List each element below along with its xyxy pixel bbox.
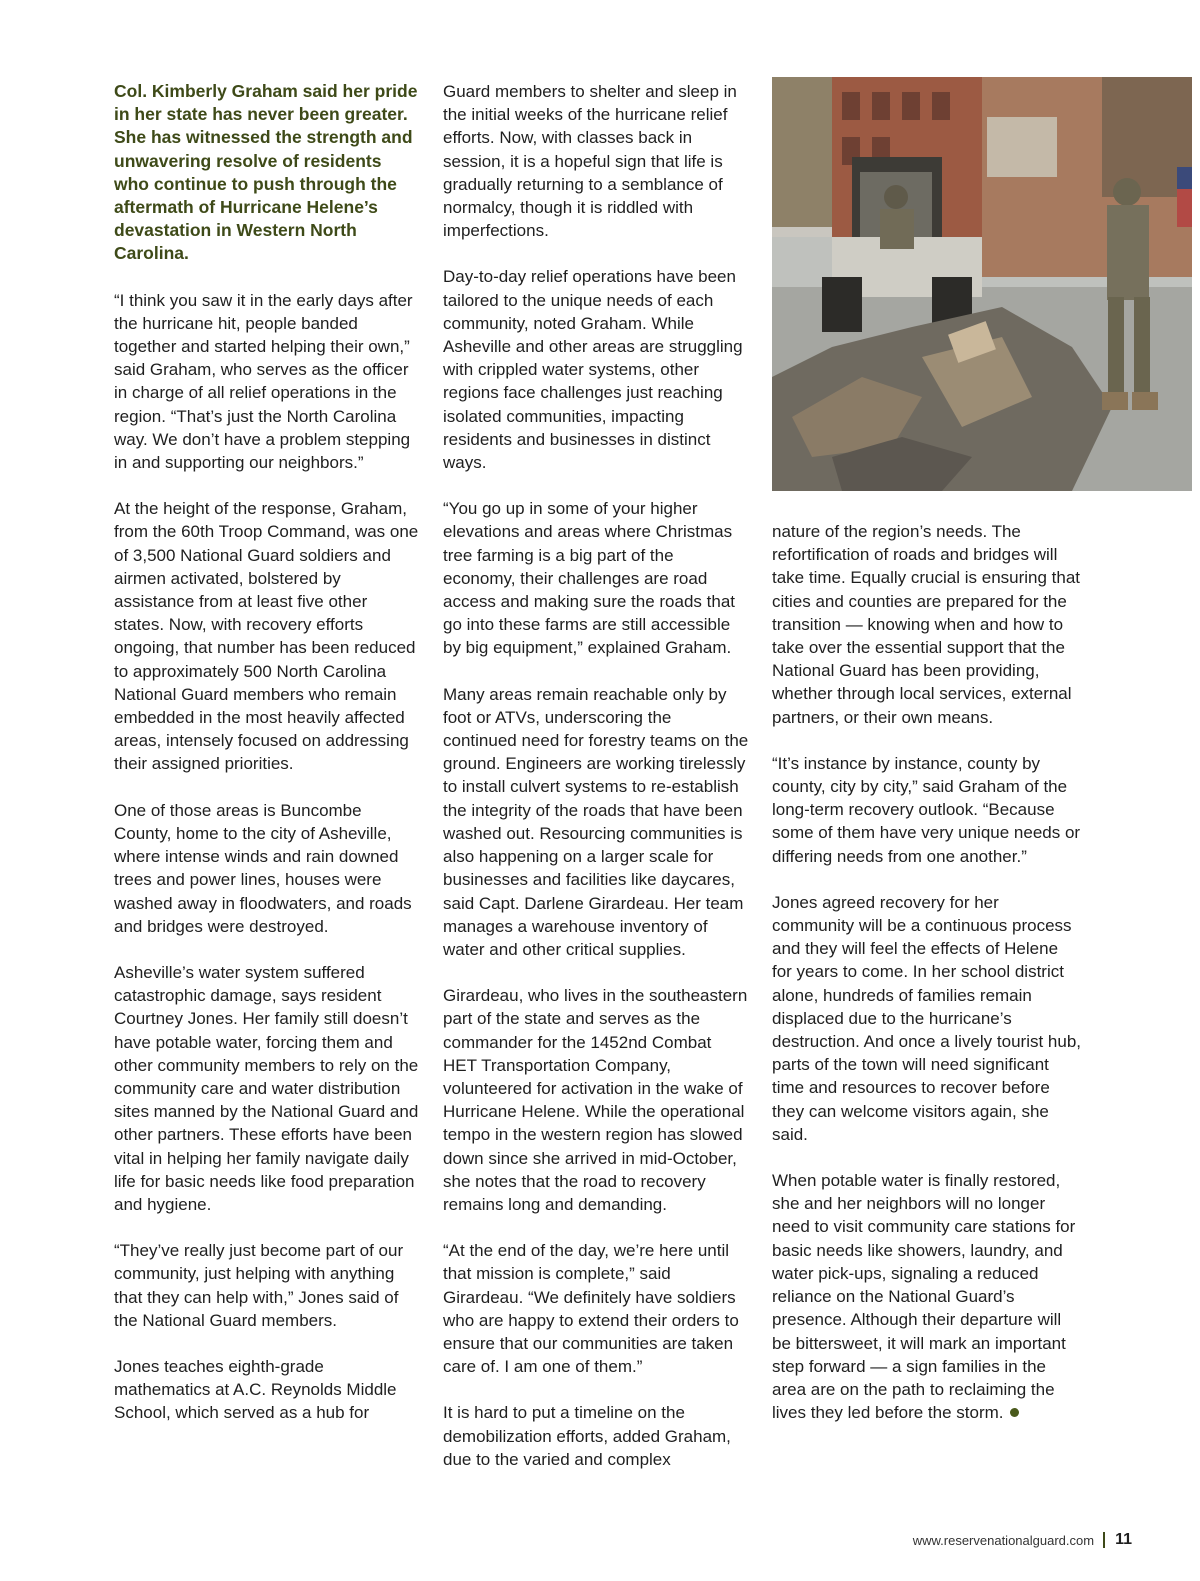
article-column-2 [443, 80, 749, 1494]
footer-divider [1103, 1532, 1105, 1548]
body-paragraph: It is hard to put a timeline on the demobilization efforts, added Graham, due to the varied and complex [443, 1403, 731, 1469]
lead-paragraph: Col. Kimberly Graham said her pride in her state has never been greater. She has witnessed the strength and unwavering resolve of residents who continue to push through the aftermath of Hurricane Helene’s devastation in Western North Carolina. [114, 81, 418, 264]
article-column-3 [772, 520, 1082, 1447]
body-paragraph: Girardeau, who lives in the southeastern part of the state and serves as the commander for the 1452nd Combat HET Transportation Company, volunteered for activation in the wake of Hurricane Helene. While the operational tempo in the western region has slowed down since she arrived in mid-October, she notes that the road to recovery remains long and demanding. [443, 986, 748, 1214]
page-footer [913, 1531, 1132, 1549]
body-paragraph: Many areas remain reachable only by foot or ATVs, underscoring the continued need for forestry teams on the ground. Engineers are working tirelessly to install culvert systems to re-establish the integrity of the roads that have been washed out. Resourcing communities is also happening on a larger scale for businesses and facilities like daycares, said Capt. Darlene Girardeau. Her team manages a warehouse inventory of water and other critical supplies. [443, 684, 749, 959]
article-column-1 [114, 80, 420, 1448]
soldiers-clearing-debris-photo [772, 77, 1192, 491]
body-paragraph: Day-to-day relief operations have been tailored to the unique needs of each community, noted Graham. While Asheville and other areas are struggling with crippled water systems, other regions face challenges just reaching isolated communities, impacting residents and businesses in distinct ways. [443, 267, 743, 473]
footer-url: www.reservenationalguard.com [912, 1532, 1095, 1548]
body-paragraph: “At the end of the day, we’re here until that mission is complete,” said Girardeau. “We definitely have soldiers who are happy to extend their orders to ensure that our communities are taken care of. I am one of them.” [443, 1241, 739, 1377]
page-number: 11 [1115, 1531, 1132, 1548]
final-paragraph [772, 1169, 1082, 1424]
article-photo [772, 77, 1192, 491]
end-mark-icon [1010, 1408, 1019, 1417]
body-paragraph: “You go up in some of your higher elevations and areas where Christmas tree farming is a big part of the economy, their challenges are road access and making sure the roads that go into these farms are still accessible by big equipment,” explained Graham. [443, 499, 735, 658]
body-paragraph: “They’ve really just become part of our community, just helping with anything that they can help with,” Jones said of the National Guard members. [114, 1241, 404, 1330]
body-paragraph: Jones teaches eighth-grade mathematics at A.C. Reynolds Middle School, which served as a hub for [114, 1356, 397, 1423]
body-paragraph: “I think you saw it in the early days after the hurricane hit, people banded together and started helping their own,” said Graham, who serves as the officer in charge of all relief operations in the region. “That’s just the North Carolina way. We don’t have a problem stepping in and supporting our neighbors.” [114, 290, 413, 473]
body-paragraph: Jones agreed recovery for her community will be a continuous process and they will feel the effects of Helene for years to come. In her school district alone, hundreds of families remain displaced due to the hurricane’s destruction. And once a lively tourist hub, parts of the town will need significant time and resources to recover before they can welcome visitors again, she said. [772, 892, 1082, 1144]
body-paragraph: Guard members to shelter and sleep in the initial weeks of the hurricane relief efforts. Now, with classes back in session, it is a hopeful sign that life is gradually returning to a semblance of normalcy, though it is riddled with imperfections. [443, 82, 737, 241]
final-paragraph-text: When potable water is finally restored, she and her neighbors will no longer need to visit community care stations for basic needs like showers, laundry, and water pick-ups, signaling a reduced reliance on the National Guard’s presence. Although their departure will be bittersweet, it will mark an important step forward — a sign families in the area are on the path to reclaiming the lives they led before the storm. [772, 1171, 1076, 1423]
body-paragraph: “It’s instance by instance, county by county, city by city,” said Graham of the long-term recovery outlook. “Because some of them have very unique needs or differing needs from one another.” [772, 753, 1081, 866]
body-paragraph: Asheville’s water system suffered catastrophic damage, says resident Courtney Jones. Her family still doesn’t have potable water, forcing them and other community members to rely on the community care and water distribution sites manned by the National Guard and other partners. These efforts have been vital in helping her family navigate daily life for basic needs like food preparation and hygiene. [114, 962, 419, 1214]
body-paragraph: One of those areas is Buncombe County, home to the city of Asheville, where intense winds and rain downed trees and power lines, houses were washed away in floodwaters, and roads and bridges were destroyed. [114, 800, 412, 936]
body-paragraph: At the height of the response, Graham, from the 60th Troop Command, was one of 3,500 National Guard soldiers and airmen activated, bolstered by assistance from at least five other states. Now, with recovery efforts ongoing, that number has been reduced to approximately 500 North Carolina National Guard members who remain embedded in the most heavily affected areas, intensely focused on addressing their assigned priorities. [114, 499, 419, 774]
body-paragraph: nature of the region’s needs. The refortification of roads and bridges will take time. Equally crucial is ensuring that cities and counties are prepared for the transition — knowing when and how to take over the essential support that the National Guard has been providing, whether through local services, external partners, or their own means. [772, 522, 1081, 727]
